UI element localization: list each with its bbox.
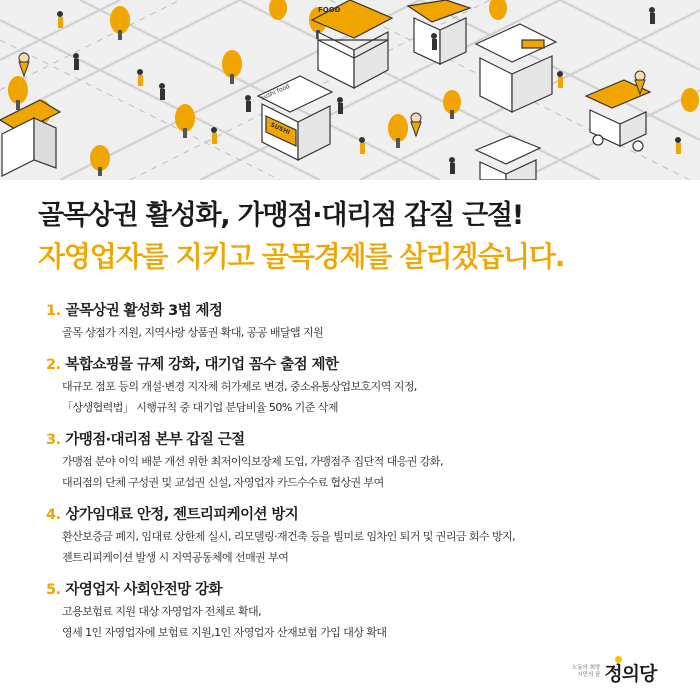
policy-number: 4. — [46, 507, 61, 523]
policy-title-text: 자영업자 사회안전망 강화 — [65, 582, 222, 598]
policy-title — [46, 429, 666, 451]
headline-primary: 골목상권 활성화, 가맹점·대리점 갑질 근절! — [38, 200, 524, 231]
policy-detail-line: 대리점의 단체 구성권 및 교섭권 신설, 자영업자 카드수수료 협상권 부여 — [62, 476, 384, 489]
policy-title-text: 가맹점·대리점 본부 갑질 근절 — [65, 432, 245, 448]
policy-title — [46, 354, 666, 376]
headline — [38, 196, 678, 278]
policy-title — [46, 579, 666, 601]
policy-detail-line: 영세 1인 자영업자에 보험료 지원,1인 자영업자 산재보험 가입 대상 확대 — [62, 626, 387, 639]
logo-slogan-line: 노동의 희망 — [572, 665, 601, 671]
logo-dot-icon — [615, 656, 622, 663]
policy-detail-line: 환산보증금 폐지, 임대료 상한제 실시, 리모델링·재건축 등을 빌미로 임차인 퇴거 및 권리금 회수 방지, — [62, 530, 516, 543]
policy-detail-line: 대규모 점포 등의 개설·변경 지자체 허가제로 변경, 중소유통상업보호지역 지정, — [62, 380, 417, 393]
policy-item — [46, 429, 666, 493]
logo-name-text: 정의당 — [604, 662, 657, 685]
policy-item — [46, 300, 666, 343]
policy-title — [46, 504, 666, 526]
headline-secondary: 자영업자를 지키고 골목경제를 살리겠습니다. — [38, 240, 565, 273]
policy-list — [46, 300, 666, 654]
sign-food: FOOD — [318, 6, 341, 14]
policy-detail-line: 가맹점 분야 이익 배분 개선 위한 최저이익보장제 도입, 가맹점주 집단적 대응권 강화, — [62, 455, 443, 468]
street-illustration — [0, 0, 700, 180]
logo-slogan-line: 시민의 꿈 — [577, 672, 601, 678]
policy-title-text: 상가임대료 안정, 젠트리피케이션 방지 — [65, 507, 299, 523]
policy-item — [46, 354, 666, 418]
policy-detail-line: 골목 상점가 지원, 지역사랑 상품권 확대, 공공 배달앱 지원 — [62, 326, 324, 339]
policy-number: 2. — [46, 357, 61, 373]
policy-number: 1. — [46, 303, 61, 319]
policy-detail-line: 고용보험료 지원 대상 자영업자 전체로 확대, — [62, 605, 262, 618]
policy-detail-line: 젠트리피케이션 발생 시 지역공동체에 선매권 부여 — [62, 551, 289, 564]
policy-number: 3. — [46, 432, 61, 448]
street-illustration-svg — [0, 0, 700, 180]
policy-detail-line: 「상생협력법」 시행규칙 중 대기업 분담비율 50% 기준 삭제 — [62, 401, 338, 414]
party-logo — [572, 652, 692, 692]
policy-item — [46, 579, 666, 643]
policy-title-text: 복합쇼핑몰 규제 강화, 대기업 꼼수 출점 제한 — [65, 357, 339, 373]
policy-item — [46, 504, 666, 568]
policy-title-text: 골목상권 활성화 3법 제정 — [65, 303, 223, 319]
policy-title — [46, 300, 666, 322]
logo-wordmark — [604, 659, 656, 686]
sign-sushi-food: sushi food — [259, 82, 291, 102]
logo-slogan — [572, 665, 600, 679]
sign-sushi: SUSHI — [269, 121, 292, 137]
policy-number: 5. — [46, 582, 61, 598]
